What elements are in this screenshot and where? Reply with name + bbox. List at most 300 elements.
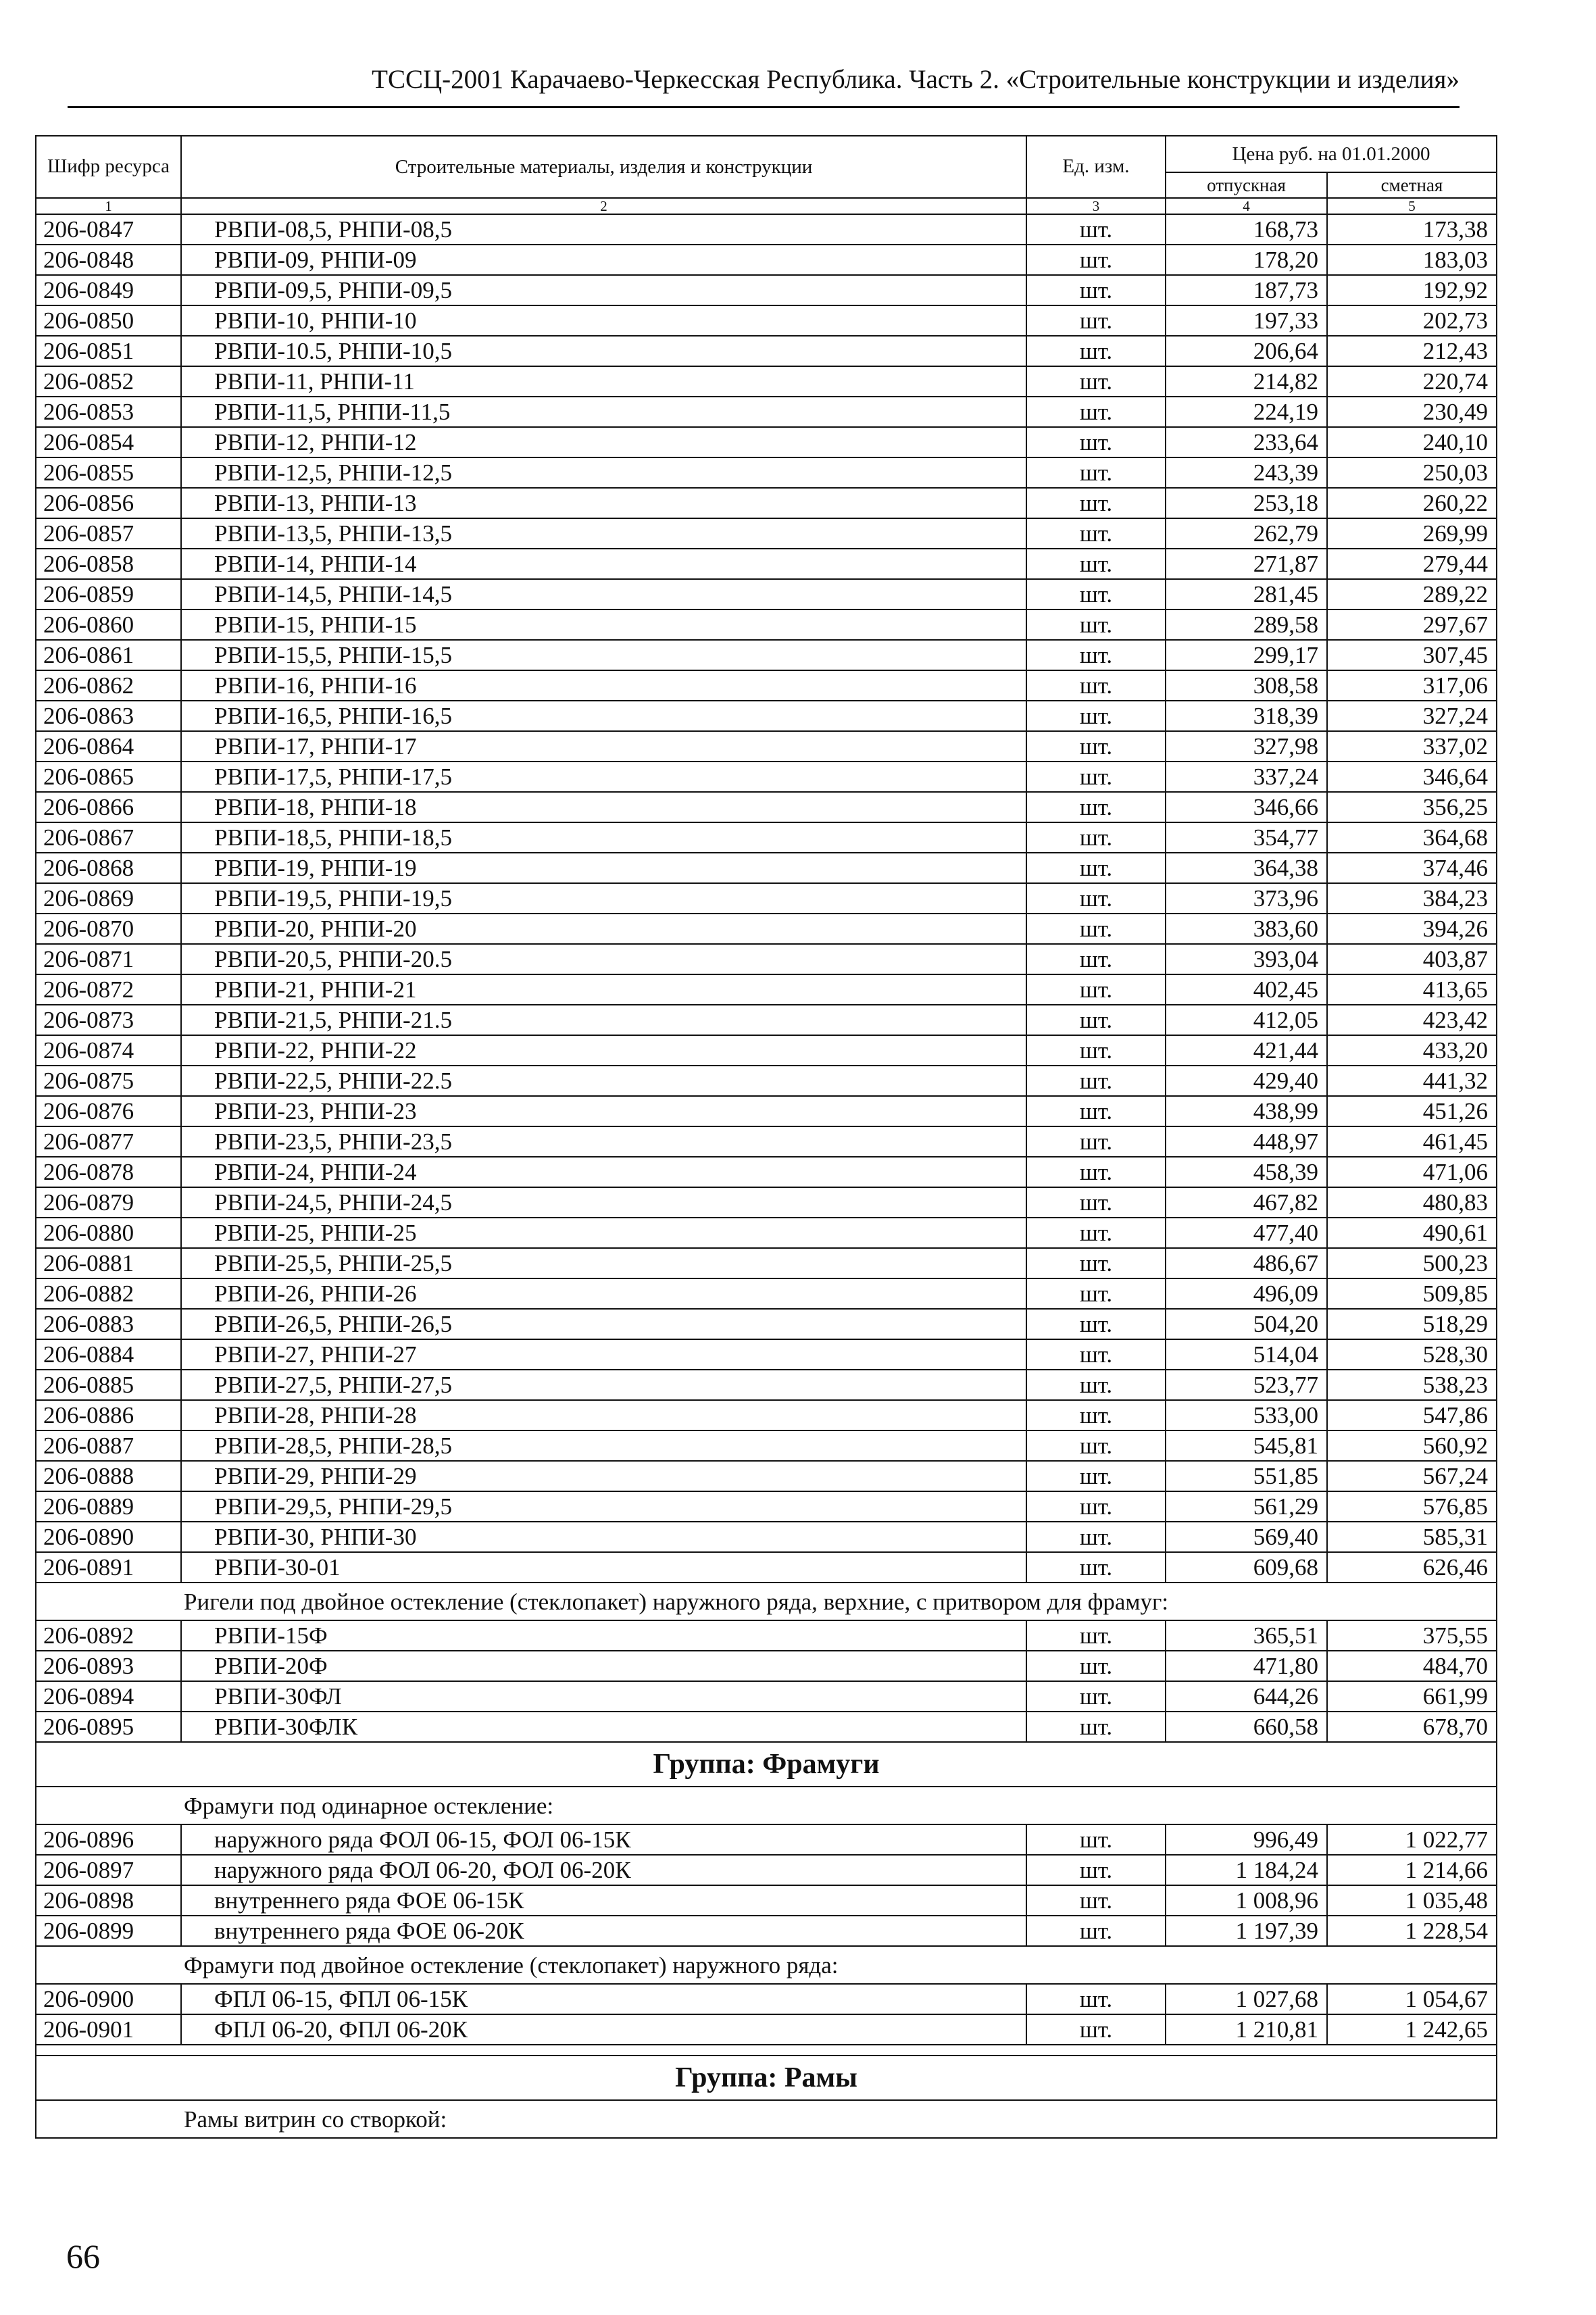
- unit-of-measure: шт.: [1026, 427, 1166, 457]
- resource-code: 206-0876: [36, 1096, 181, 1126]
- unit-of-measure: шт.: [1026, 336, 1166, 366]
- unit-of-measure: шт.: [1026, 1984, 1166, 2014]
- resource-code: 206-0853: [36, 397, 181, 427]
- unit-of-measure: шт.: [1026, 1339, 1166, 1370]
- unit-of-measure: шт.: [1026, 944, 1166, 974]
- group-heading: Группа: Фрамуги: [36, 1742, 1497, 1787]
- price-release: 373,96: [1166, 883, 1327, 914]
- price-release: 299,17: [1166, 640, 1327, 670]
- price-estimate: 384,23: [1327, 883, 1497, 914]
- table-row: [36, 214, 1497, 245]
- table-row: [36, 245, 1497, 275]
- price-release: 421,44: [1166, 1035, 1327, 1066]
- material-name: внутреннего ряда ФОЕ 06-15К: [181, 1885, 1026, 1916]
- price-release: 496,09: [1166, 1278, 1327, 1309]
- resource-code: 206-0870: [36, 914, 181, 944]
- price-estimate: 297,67: [1327, 609, 1497, 640]
- price-estimate: 433,20: [1327, 1035, 1497, 1066]
- subsection-heading: Фрамуги под одинарное остекление:: [36, 1787, 1497, 1824]
- price-release: 253,18: [1166, 488, 1327, 518]
- price-estimate: 279,44: [1327, 549, 1497, 579]
- price-estimate: 471,06: [1327, 1157, 1497, 1187]
- unit-of-measure: шт.: [1026, 397, 1166, 427]
- price-estimate: 220,74: [1327, 366, 1497, 397]
- price-estimate: 461,45: [1327, 1126, 1497, 1157]
- table-row: [36, 1461, 1497, 1491]
- material-name: РВПИ-20,5, РНПИ-20.5: [181, 944, 1026, 974]
- unit-of-measure: шт.: [1026, 2014, 1166, 2045]
- table-row: [36, 1278, 1497, 1309]
- table-row: [36, 1984, 1497, 2014]
- material-name: наружного ряда ФОЛ 06-15, ФОЛ 06-15К: [181, 1824, 1026, 1855]
- unit-of-measure: шт.: [1026, 974, 1166, 1005]
- unit-of-measure: шт.: [1026, 1157, 1166, 1187]
- resource-code: 206-0864: [36, 731, 181, 762]
- material-name: РВПИ-22,5, РНПИ-22.5: [181, 1066, 1026, 1096]
- resource-code: 206-0875: [36, 1066, 181, 1096]
- price-estimate: 484,70: [1327, 1651, 1497, 1681]
- price-release: 402,45: [1166, 974, 1327, 1005]
- unit-of-measure: шт.: [1026, 275, 1166, 305]
- resource-code: 206-0868: [36, 853, 181, 883]
- resource-code: 206-0886: [36, 1400, 181, 1430]
- unit-of-measure: шт.: [1026, 762, 1166, 792]
- material-name: наружного ряда ФОЛ 06-20, ФОЛ 06-20К: [181, 1855, 1026, 1885]
- material-name: РВПИ-28,5, РНПИ-28,5: [181, 1430, 1026, 1461]
- material-name: РВПИ-30ФЛК: [181, 1712, 1026, 1742]
- table-row: [36, 701, 1497, 731]
- material-name: внутреннего ряда ФОЕ 06-20К: [181, 1916, 1026, 1946]
- table-row: [36, 427, 1497, 457]
- table-row: [36, 1522, 1497, 1552]
- table-row: [36, 1855, 1497, 1885]
- table-row: [36, 762, 1497, 792]
- price-estimate: 490,61: [1327, 1218, 1497, 1248]
- price-estimate: 375,55: [1327, 1620, 1497, 1651]
- table-row: [36, 579, 1497, 609]
- unit-of-measure: шт.: [1026, 1855, 1166, 1885]
- price-release: 412,05: [1166, 1005, 1327, 1035]
- unit-of-measure: шт.: [1026, 1916, 1166, 1946]
- unit-of-measure: шт.: [1026, 640, 1166, 670]
- price-release: 281,45: [1166, 579, 1327, 609]
- material-name: РВПИ-12,5, РНПИ-12,5: [181, 457, 1026, 488]
- material-name: РВПИ-30, РНПИ-30: [181, 1522, 1026, 1552]
- price-estimate: 230,49: [1327, 397, 1497, 427]
- table-row: [36, 1824, 1497, 1855]
- unit-of-measure: шт.: [1026, 518, 1166, 549]
- price-release: 1 027,68: [1166, 1984, 1327, 2014]
- resource-code: 206-0847: [36, 214, 181, 245]
- price-release: 354,77: [1166, 822, 1327, 853]
- resource-code: 206-0894: [36, 1681, 181, 1712]
- price-estimate: 1 022,77: [1327, 1824, 1497, 1855]
- material-name: РВПИ-10, РНПИ-10: [181, 305, 1026, 336]
- resource-code: 206-0885: [36, 1370, 181, 1400]
- table-row: [36, 1157, 1497, 1187]
- material-name: РВПИ-14,5, РНПИ-14,5: [181, 579, 1026, 609]
- table-row: [36, 1400, 1497, 1430]
- resource-code: 206-0865: [36, 762, 181, 792]
- price-estimate: 441,32: [1327, 1066, 1497, 1096]
- price-estimate: 678,70: [1327, 1712, 1497, 1742]
- table-row: [36, 1218, 1497, 1248]
- price-release: 477,40: [1166, 1218, 1327, 1248]
- price-release: 1 197,39: [1166, 1916, 1327, 1946]
- document-title: ТССЦ-2001 Карачаево-Черкесская Республика. Часть 2. «Строительные конструкции и изделия»: [372, 65, 1460, 94]
- price-release: 393,04: [1166, 944, 1327, 974]
- header-price-release: отпускная: [1166, 172, 1327, 198]
- material-name: РВПИ-25,5, РНПИ-25,5: [181, 1248, 1026, 1278]
- price-estimate: 289,22: [1327, 579, 1497, 609]
- resource-code: 206-0848: [36, 245, 181, 275]
- price-estimate: 374,46: [1327, 853, 1497, 883]
- price-release: 365,51: [1166, 1620, 1327, 1651]
- resource-code: 206-0867: [36, 822, 181, 853]
- header-price-estimate: сметная: [1327, 172, 1497, 198]
- table-row: [36, 1309, 1497, 1339]
- resource-code: 206-0852: [36, 366, 181, 397]
- unit-of-measure: шт.: [1026, 1491, 1166, 1522]
- price-release: 533,00: [1166, 1400, 1327, 1430]
- spacer-cell: [36, 2045, 1497, 2056]
- price-release: 429,40: [1166, 1066, 1327, 1096]
- price-estimate: 337,02: [1327, 731, 1497, 762]
- unit-of-measure: шт.: [1026, 853, 1166, 883]
- table-row: [36, 1885, 1497, 1916]
- material-name: РВПИ-24, РНПИ-24: [181, 1157, 1026, 1187]
- material-name: РВПИ-27,5, РНПИ-27,5: [181, 1370, 1026, 1400]
- resource-code: 206-0884: [36, 1339, 181, 1370]
- price-release: 551,85: [1166, 1461, 1327, 1491]
- table-row: [36, 457, 1497, 488]
- resource-code: 206-0871: [36, 944, 181, 974]
- unit-of-measure: шт.: [1026, 1824, 1166, 1855]
- resource-code: 206-0883: [36, 1309, 181, 1339]
- title-rule: [68, 106, 1460, 108]
- price-release: 1 210,81: [1166, 2014, 1327, 2045]
- resource-code: 206-0882: [36, 1278, 181, 1309]
- resource-code: 206-0873: [36, 1005, 181, 1035]
- table-row: [36, 1681, 1497, 1712]
- material-name: РВПИ-14, РНПИ-14: [181, 549, 1026, 579]
- price-release: 327,98: [1166, 731, 1327, 762]
- unit-of-measure: шт.: [1026, 1035, 1166, 1066]
- price-estimate: 394,26: [1327, 914, 1497, 944]
- unit-of-measure: шт.: [1026, 883, 1166, 914]
- material-name: РВПИ-30-01: [181, 1552, 1026, 1583]
- column-numbers-row: [36, 198, 1497, 214]
- group-heading: Группа: Рамы: [36, 2056, 1497, 2100]
- resource-code: 206-0863: [36, 701, 181, 731]
- table-row: [36, 2014, 1497, 2045]
- price-release: 346,66: [1166, 792, 1327, 822]
- resource-code: 206-0899: [36, 1916, 181, 1946]
- group-heading-row: [36, 1742, 1497, 1787]
- unit-of-measure: шт.: [1026, 1066, 1166, 1096]
- price-estimate: 480,83: [1327, 1187, 1497, 1218]
- material-name: РВПИ-26, РНПИ-26: [181, 1278, 1026, 1309]
- resource-code: 206-0898: [36, 1885, 181, 1916]
- table-row: [36, 1651, 1497, 1681]
- table-row: [36, 1491, 1497, 1522]
- resource-code: 206-0893: [36, 1651, 181, 1681]
- price-release: 224,19: [1166, 397, 1327, 427]
- table-row: [36, 1187, 1497, 1218]
- resource-code: 206-0850: [36, 305, 181, 336]
- resource-code: 206-0855: [36, 457, 181, 488]
- unit-of-measure: шт.: [1026, 1681, 1166, 1712]
- price-release: 523,77: [1166, 1370, 1327, 1400]
- price-release: 644,26: [1166, 1681, 1327, 1712]
- subsection-heading: Фрамуги под двойное остекление (стеклопакет) наружного ряда:: [36, 1946, 1497, 1984]
- unit-of-measure: шт.: [1026, 1218, 1166, 1248]
- column-number: 4: [1166, 198, 1327, 214]
- resource-code: 206-0856: [36, 488, 181, 518]
- material-name: РВПИ-19, РНПИ-19: [181, 853, 1026, 883]
- resource-code: 206-0869: [36, 883, 181, 914]
- unit-of-measure: шт.: [1026, 1248, 1166, 1278]
- price-estimate: 202,73: [1327, 305, 1497, 336]
- unit-of-measure: шт.: [1026, 1522, 1166, 1552]
- material-name: РВПИ-16, РНПИ-16: [181, 670, 1026, 701]
- unit-of-measure: шт.: [1026, 457, 1166, 488]
- price-estimate: 626,46: [1327, 1552, 1497, 1583]
- price-estimate: 173,38: [1327, 214, 1497, 245]
- price-estimate: 250,03: [1327, 457, 1497, 488]
- price-estimate: 518,29: [1327, 1309, 1497, 1339]
- price-estimate: 1 228,54: [1327, 1916, 1497, 1946]
- header-unit: Ед. изм.: [1026, 136, 1166, 198]
- price-release: 514,04: [1166, 1339, 1327, 1370]
- resource-code: 206-0874: [36, 1035, 181, 1066]
- material-name: ФПЛ 06-20, ФПЛ 06-20К: [181, 2014, 1026, 2045]
- material-name: РВПИ-22, РНПИ-22: [181, 1035, 1026, 1066]
- resource-code: 206-0861: [36, 640, 181, 670]
- resource-code: 206-0880: [36, 1218, 181, 1248]
- resource-code: 206-0854: [36, 427, 181, 457]
- price-estimate: 500,23: [1327, 1248, 1497, 1278]
- section-note: Ригели под двойное остекление (стеклопакет) наружного ряда, верхние, с притвором для фрамуг:: [36, 1583, 1497, 1620]
- resource-code: 206-0849: [36, 275, 181, 305]
- unit-of-measure: шт.: [1026, 214, 1166, 245]
- header-row: [36, 136, 1497, 172]
- table-row: [36, 1096, 1497, 1126]
- material-name: РВПИ-21, РНПИ-21: [181, 974, 1026, 1005]
- price-estimate: 364,68: [1327, 822, 1497, 853]
- resource-code: 206-0900: [36, 1984, 181, 2014]
- table-row: [36, 1339, 1497, 1370]
- unit-of-measure: шт.: [1026, 1461, 1166, 1491]
- table-row: [36, 336, 1497, 366]
- resource-code: 206-0862: [36, 670, 181, 701]
- unit-of-measure: шт.: [1026, 701, 1166, 731]
- resource-code: 206-0851: [36, 336, 181, 366]
- material-name: РВПИ-13,5, РНПИ-13,5: [181, 518, 1026, 549]
- price-estimate: 212,43: [1327, 336, 1497, 366]
- material-name: РВПИ-13, РНПИ-13: [181, 488, 1026, 518]
- column-number: 3: [1026, 198, 1166, 214]
- price-release: 206,64: [1166, 336, 1327, 366]
- table-row: [36, 1430, 1497, 1461]
- unit-of-measure: шт.: [1026, 305, 1166, 336]
- unit-of-measure: шт.: [1026, 1005, 1166, 1035]
- price-estimate: 356,25: [1327, 792, 1497, 822]
- unit-of-measure: шт.: [1026, 914, 1166, 944]
- price-estimate: 509,85: [1327, 1278, 1497, 1309]
- material-name: РВПИ-15, РНПИ-15: [181, 609, 1026, 640]
- resource-code: 206-0888: [36, 1461, 181, 1491]
- page-number: 66: [66, 2237, 100, 2275]
- price-estimate: 413,65: [1327, 974, 1497, 1005]
- material-name: РВПИ-10.5, РНПИ-10,5: [181, 336, 1026, 366]
- price-estimate: 538,23: [1327, 1370, 1497, 1400]
- material-name: РВПИ-28, РНПИ-28: [181, 1400, 1026, 1430]
- unit-of-measure: шт.: [1026, 488, 1166, 518]
- material-name: РВПИ-29, РНПИ-29: [181, 1461, 1026, 1491]
- price-estimate: 1 214,66: [1327, 1855, 1497, 1885]
- price-release: 545,81: [1166, 1430, 1327, 1461]
- subsection-heading: Рамы витрин со створкой:: [36, 2100, 1497, 2138]
- resource-code: 206-0877: [36, 1126, 181, 1157]
- resource-code: 206-0890: [36, 1522, 181, 1552]
- price-release: 458,39: [1166, 1157, 1327, 1187]
- price-release: 308,58: [1166, 670, 1327, 701]
- price-estimate: 661,99: [1327, 1681, 1497, 1712]
- column-number: 5: [1327, 198, 1497, 214]
- unit-of-measure: шт.: [1026, 1712, 1166, 1742]
- table-row: [36, 275, 1497, 305]
- price-table: [35, 135, 1497, 2139]
- resource-code: 206-0897: [36, 1855, 181, 1885]
- table-row: [36, 853, 1497, 883]
- resource-code: 206-0889: [36, 1491, 181, 1522]
- price-release: 318,39: [1166, 701, 1327, 731]
- material-name: РВПИ-15,5, РНПИ-15,5: [181, 640, 1026, 670]
- price-estimate: 423,42: [1327, 1005, 1497, 1035]
- unit-of-measure: шт.: [1026, 1187, 1166, 1218]
- material-name: РВПИ-20, РНПИ-20: [181, 914, 1026, 944]
- unit-of-measure: шт.: [1026, 822, 1166, 853]
- price-release: 660,58: [1166, 1712, 1327, 1742]
- price-estimate: 192,92: [1327, 275, 1497, 305]
- price-release: 467,82: [1166, 1187, 1327, 1218]
- price-release: 996,49: [1166, 1824, 1327, 1855]
- price-release: 448,97: [1166, 1126, 1327, 1157]
- resource-code: 206-0901: [36, 2014, 181, 2045]
- price-estimate: 269,99: [1327, 518, 1497, 549]
- group-heading-row: [36, 2056, 1497, 2100]
- price-release: 168,73: [1166, 214, 1327, 245]
- material-name: РВПИ-20Ф: [181, 1651, 1026, 1681]
- price-estimate: 528,30: [1327, 1339, 1497, 1370]
- section-note-row: [36, 1583, 1497, 1620]
- resource-code: 206-0881: [36, 1248, 181, 1278]
- price-release: 486,67: [1166, 1248, 1327, 1278]
- table-row: [36, 944, 1497, 974]
- unit-of-measure: шт.: [1026, 1430, 1166, 1461]
- price-release: 262,79: [1166, 518, 1327, 549]
- resource-code: 206-0872: [36, 974, 181, 1005]
- table-row: [36, 518, 1497, 549]
- unit-of-measure: шт.: [1026, 1885, 1166, 1916]
- price-release: 569,40: [1166, 1522, 1327, 1552]
- table-row: [36, 822, 1497, 853]
- table-row: [36, 1552, 1497, 1583]
- unit-of-measure: шт.: [1026, 1126, 1166, 1157]
- unit-of-measure: шт.: [1026, 1309, 1166, 1339]
- price-estimate: 260,22: [1327, 488, 1497, 518]
- table-row: [36, 670, 1497, 701]
- material-name: РВПИ-18,5, РНПИ-18,5: [181, 822, 1026, 853]
- price-estimate: 403,87: [1327, 944, 1497, 974]
- price-release: 233,64: [1166, 427, 1327, 457]
- table-row: [36, 488, 1497, 518]
- price-release: 289,58: [1166, 609, 1327, 640]
- material-name: РВПИ-19,5, РНПИ-19,5: [181, 883, 1026, 914]
- table-row: [36, 1126, 1497, 1157]
- unit-of-measure: шт.: [1026, 366, 1166, 397]
- unit-of-measure: шт.: [1026, 579, 1166, 609]
- table-row: [36, 640, 1497, 670]
- table-row: [36, 731, 1497, 762]
- material-name: РВПИ-12, РНПИ-12: [181, 427, 1026, 457]
- price-estimate: 317,06: [1327, 670, 1497, 701]
- material-name: РВПИ-08,5, РНПИ-08,5: [181, 214, 1026, 245]
- unit-of-measure: шт.: [1026, 792, 1166, 822]
- unit-of-measure: шт.: [1026, 1651, 1166, 1681]
- table-row: [36, 1620, 1497, 1651]
- price-release: 178,20: [1166, 245, 1327, 275]
- price-release: 364,38: [1166, 853, 1327, 883]
- header-price-group: Цена руб. на 01.01.2000: [1166, 136, 1497, 172]
- table-row: [36, 1035, 1497, 1066]
- material-name: РВПИ-18, РНПИ-18: [181, 792, 1026, 822]
- resource-code: 206-0892: [36, 1620, 181, 1651]
- subsection-heading-row: [36, 2100, 1497, 2138]
- unit-of-measure: шт.: [1026, 1370, 1166, 1400]
- material-name: РВПИ-25, РНПИ-25: [181, 1218, 1026, 1248]
- resource-code: 206-0857: [36, 518, 181, 549]
- price-release: 243,39: [1166, 457, 1327, 488]
- header-code: Шифр ресурса: [36, 136, 181, 198]
- unit-of-measure: шт.: [1026, 1278, 1166, 1309]
- material-name: РВПИ-15Ф: [181, 1620, 1026, 1651]
- table-row: [36, 1066, 1497, 1096]
- material-name: РВПИ-23, РНПИ-23: [181, 1096, 1026, 1126]
- price-estimate: 327,24: [1327, 701, 1497, 731]
- table-row: [36, 883, 1497, 914]
- price-estimate: 346,64: [1327, 762, 1497, 792]
- material-name: РВПИ-21,5, РНПИ-21.5: [181, 1005, 1026, 1035]
- material-name: РВПИ-30ФЛ: [181, 1681, 1026, 1712]
- unit-of-measure: шт.: [1026, 731, 1166, 762]
- resource-code: 206-0891: [36, 1552, 181, 1583]
- resource-code: 206-0866: [36, 792, 181, 822]
- price-release: 197,33: [1166, 305, 1327, 336]
- price-estimate: 585,31: [1327, 1522, 1497, 1552]
- price-estimate: 451,26: [1327, 1096, 1497, 1126]
- price-estimate: 1 242,65: [1327, 2014, 1497, 2045]
- material-name: РВПИ-27, РНПИ-27: [181, 1339, 1026, 1370]
- unit-of-measure: шт.: [1026, 1620, 1166, 1651]
- resource-code: 206-0878: [36, 1157, 181, 1187]
- unit-of-measure: шт.: [1026, 609, 1166, 640]
- price-release: 504,20: [1166, 1309, 1327, 1339]
- price-release: 561,29: [1166, 1491, 1327, 1522]
- material-name: РВПИ-11, РНПИ-11: [181, 366, 1026, 397]
- table-row: [36, 305, 1497, 336]
